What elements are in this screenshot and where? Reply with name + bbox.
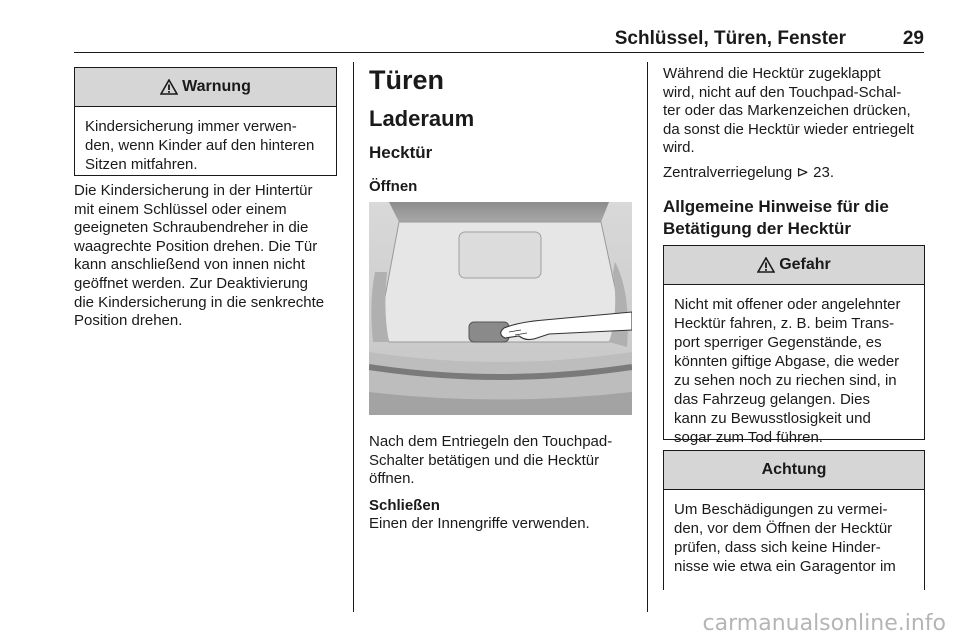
intro-line: wird.	[663, 139, 695, 157]
danger-line: Nicht mit offener oder angelehnter	[674, 296, 901, 313]
caution-box	[663, 450, 925, 590]
subsection-title: Laderaum	[369, 106, 475, 131]
caption-line: Nach dem Entriegeln den Touchpad-	[369, 433, 613, 450]
paragraph-line: mit einem Schlüssel oder einem	[74, 200, 287, 218]
caution-line: nisse wie etwa ein Garagentor im	[674, 558, 896, 575]
danger-line: sogar zum Tod führen.	[674, 429, 823, 446]
tailgate-illustration	[369, 202, 632, 415]
close-text: Einen der Innengriffe verwenden.	[369, 515, 590, 532]
paragraph-line: waagrechte Position drehen. Die Tür	[74, 237, 318, 255]
warning-box-body	[75, 107, 336, 182]
paragraph-line: kann anschließend von innen nicht	[74, 256, 305, 274]
tailgate-intro	[663, 65, 933, 158]
caption-line: öffnen.	[369, 470, 415, 488]
child-lock-paragraph	[74, 182, 349, 331]
caution-line: prüfen, dass sich keine Hinder-	[674, 539, 881, 556]
warning-triangle-icon	[757, 257, 775, 273]
danger-line: kann zu Bewusstlosigkeit und	[674, 410, 871, 427]
paragraph-line: geöffnet werden. Zur Deaktivierung	[74, 274, 309, 292]
column-divider-left	[353, 62, 354, 612]
intro-line: Während die Hecktür zugeklappt	[663, 65, 881, 82]
paragraph-line: geeigneten Schraubendreher in die	[74, 219, 309, 237]
paragraph-line: die Kindersicherung in die senkrechte	[74, 293, 325, 311]
intro-line: wird, nicht auf den Touchpad-Schal-	[663, 83, 902, 101]
danger-box-header	[664, 246, 924, 285]
close-heading: Schließen	[369, 497, 440, 514]
warning-triangle-icon	[160, 79, 178, 95]
caption-line: Schalter betätigen und die Hecktür	[369, 451, 600, 469]
paragraph-line: Die Kindersicherung in der Hintertür	[74, 182, 313, 199]
danger-box	[663, 245, 925, 446]
caution-line: Um Beschädigungen zu vermei-	[674, 501, 888, 518]
warning-box	[74, 67, 337, 176]
warning-line: Sitzen mitfahren.	[85, 156, 198, 173]
intro-line: da sonst die Hecktür wieder entriegelt	[663, 120, 914, 138]
danger-line: Hecktür fahren, z. B. beim Trans-	[674, 315, 895, 332]
caution-box-body	[664, 490, 924, 584]
intro-line: ter oder das Markenzeichen drücken,	[663, 102, 911, 120]
caution-box-header	[664, 451, 924, 490]
central-locking-reference: Zentralverriegelung ⊳ 23.	[663, 164, 834, 181]
warning-line: Kindersicherung immer verwen-	[85, 118, 297, 135]
page-header-title: Schlüssel, Türen, Fenster	[614, 28, 846, 49]
section-title: Türen	[369, 65, 445, 95]
paragraph-line: Position drehen.	[74, 312, 183, 330]
danger-line: das Fahrzeug gelangen. Dies	[674, 391, 870, 408]
warning-line: den, wenn Kinder auf den hinteren	[85, 137, 315, 154]
danger-box-body	[664, 285, 924, 455]
page-header	[74, 26, 924, 53]
open-caption	[369, 433, 639, 489]
heading-line: Allgemeine Hinweise für die	[663, 197, 889, 216]
page-number: 29	[902, 28, 924, 49]
danger-line: könnten giftige Abgase, die weder	[674, 353, 900, 370]
heading-line: Betätigung der Hecktür	[663, 219, 851, 238]
warning-box-header	[75, 68, 336, 107]
danger-box-title: Gefahr	[779, 256, 831, 273]
watermark: carmanualsonline.info	[702, 611, 946, 636]
danger-line: zu sehen noch zu riechen sind, in	[674, 372, 897, 389]
warning-box-title: Warnung	[182, 78, 251, 95]
open-heading: Öffnen	[369, 178, 418, 195]
general-notes-heading	[663, 196, 889, 240]
caution-box-title: Achtung	[761, 461, 827, 478]
sub-subsection-title: Hecktür	[369, 143, 433, 162]
danger-line: port sperriger Gegenstände, es	[674, 334, 882, 351]
column-divider-right	[647, 62, 648, 612]
caution-line: den, vor dem Öffnen der Hecktür	[674, 520, 893, 537]
